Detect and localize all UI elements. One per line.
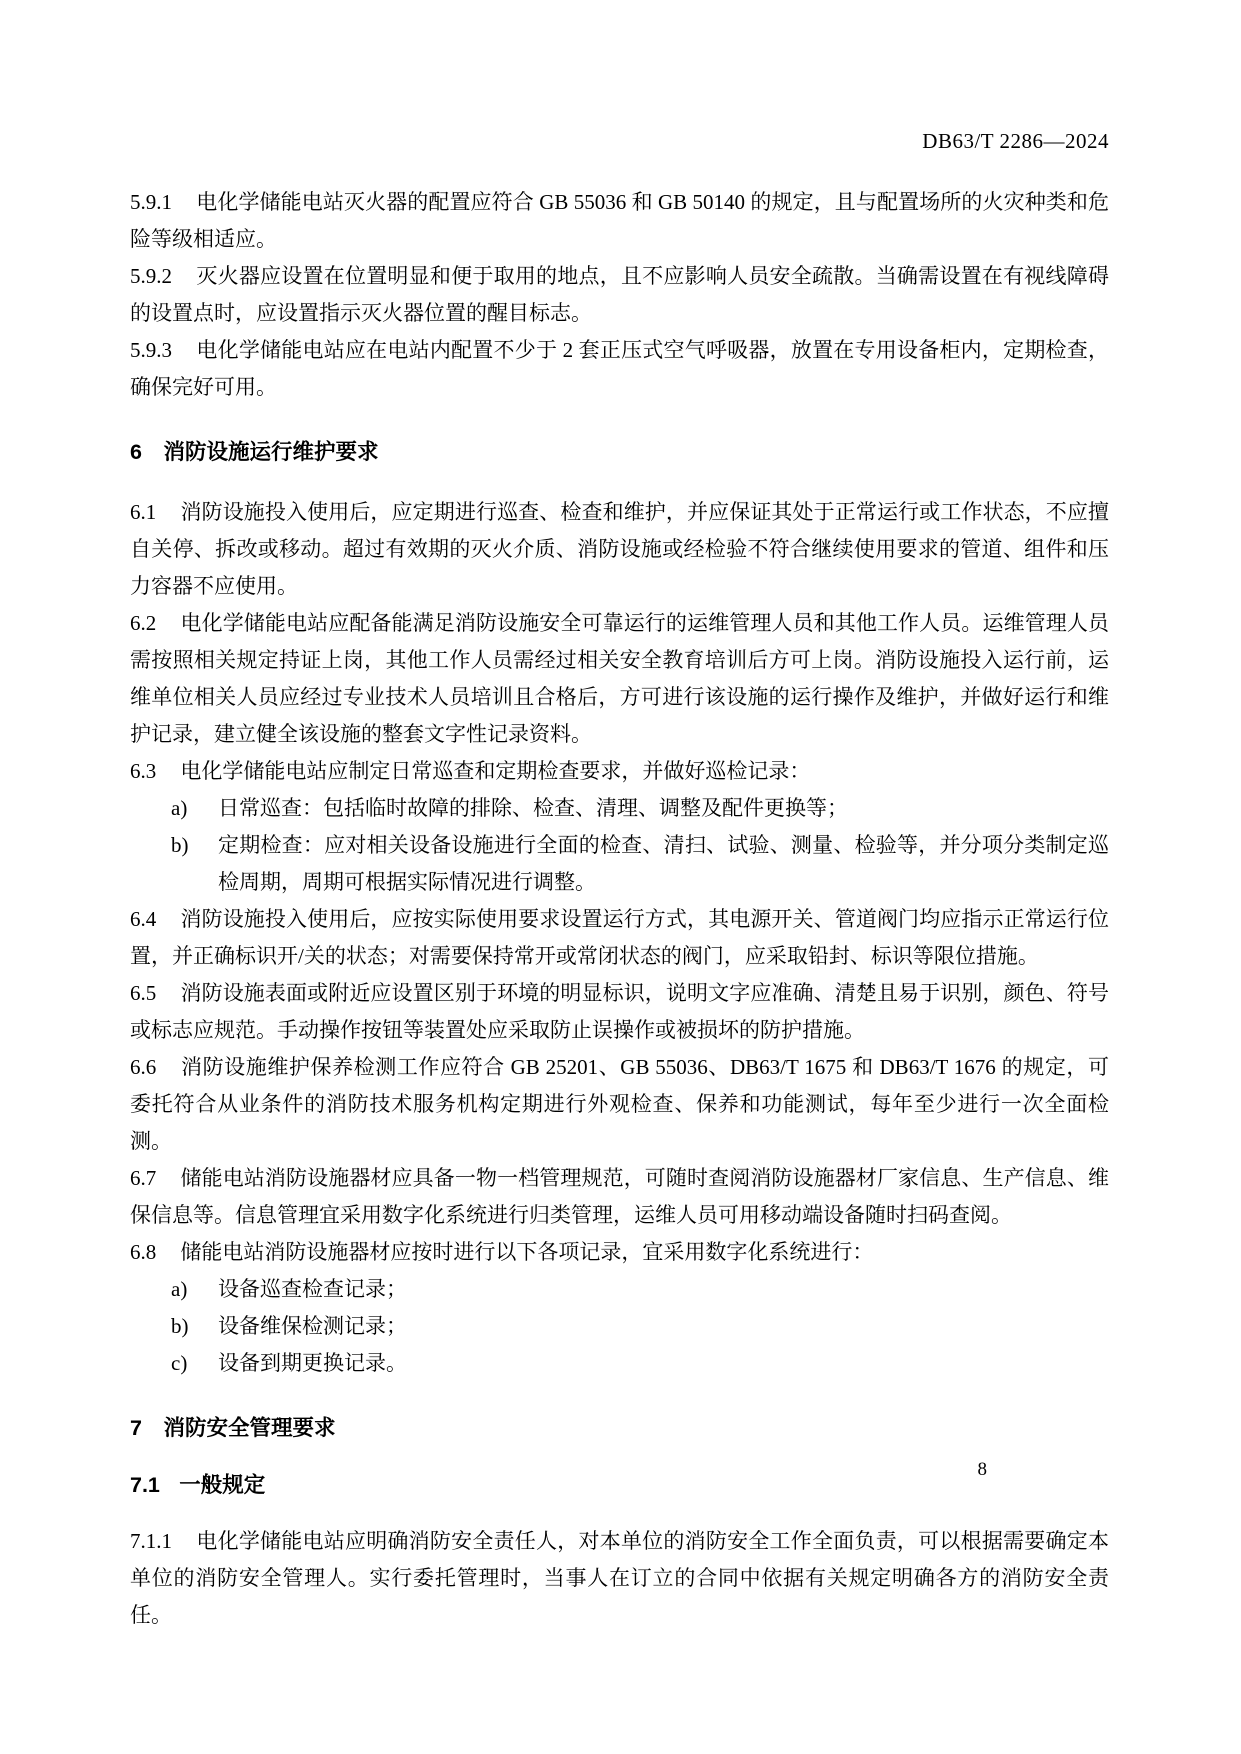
clause-number: 6.1 [130,500,157,524]
list-item-b [130,827,1109,901]
clause-6.8 [130,1234,1109,1271]
section-title: 消防安全管理要求 [163,1416,336,1440]
clause-number: 6.3 [130,759,157,783]
paragraph-text: 消防设施表面或附近应设置区别于环境的明显标识，说明文字应准确、清楚且易于识别，颜色、符号或标志应规范。手动操作按钮等装置处应采取防止误操作或被损坏的防护措施。 [130,981,1109,1042]
paragraph-text: 设备到期更换记录。 [218,1351,407,1375]
clause-number: 6.4 [130,907,157,931]
list-marker: b) [171,833,189,857]
paragraph-text: 设备维保检测记录； [218,1314,407,1338]
list-item-b [130,1308,1109,1345]
clause-6.7 [130,1160,1109,1234]
clause-6.3 [130,753,1109,790]
clause-5.9.1 [130,184,1109,258]
list-item-c [130,1345,1109,1382]
paragraph-text: 消防设施投入使用后，应定期进行巡查、检查和维护，并应保证其处于正常运行或工作状态，不应擅自关停、拆改或移动。超过有效期的灭火介质、消防设施或经检验不符合继续使用要求的管道、组件和压力容器不应使用。 [130,500,1109,598]
clause-6.1 [130,494,1109,605]
paragraph-text: 设备巡查检查记录； [218,1277,407,1301]
paragraph-text: 消防设施维护保养检测工作应符合 GB 25201、GB 55036、DB63/T 1675 和 DB63/T 1676 的规定，可委托符合从业条件的消防技术服务机构定期进行外观检查、保养和功能测试，每年至少进行一次全面检测。 [130,1055,1109,1153]
clause-5.9.3 [130,332,1109,406]
clause-number: 5.9.3 [130,338,172,362]
paragraph-text: 电化学储能电站应配备能满足消防设施安全可靠运行的运维管理人员和其他工作人员。运维管理人员需按照相关规定持证上岗，其他工作人员需经过相关安全教育培训后方可上岗。消防设施投入运行前，运维单位相关人员应经过专业技术人员培训且合格后，方可进行该设施的运行操作及维护，并做好运行和维护记录，建立健全该设施的整套文字性记录资料。 [130,611,1109,746]
list-marker: a) [171,796,188,820]
paragraph-text: 定期检查：应对相关设备设施进行全面的检查、清扫、试验、测量、检验等，并分项分类制定巡检周期，周期可根据实际情况进行调整。 [218,833,1109,894]
list-item-a [130,1271,1109,1308]
clause-number: 5.9.1 [130,190,172,214]
paragraph-text: 日常巡查：包括临时故障的排除、检查、清理、调整及配件更换等； [218,796,848,820]
paragraph-text: 消防设施投入使用后，应按实际使用要求设置运行方式，其电源开关、管道阀门均应指示正常运行位置，并正确标识开/关的状态；对需要保持常开或常闭状态的阀门，应采取铅封、标识等限位措施。 [130,907,1109,968]
list-item-a [130,790,1109,827]
doc-number: DB63/T 2286—2024 [922,129,1109,153]
clause-6.2 [130,605,1109,753]
list-marker: a) [171,1277,188,1301]
clause-6.6 [130,1049,1109,1160]
clause-6.5 [130,975,1109,1049]
section-heading-6 [130,437,1109,467]
clause-number: 5.9.2 [130,264,172,288]
paragraph-text: 储能电站消防设施器材应按时进行以下各项记录，宜采用数字化系统进行： [180,1240,874,1264]
paragraph-text: 灭火器应设置在位置明显和便于取用的地点，且不应影响人员安全疏散。当确需设置在有视线障碍的设置点时，应设置指示灭火器位置的醒目标志。 [130,264,1109,325]
list-marker: b) [171,1314,189,1338]
clause-number: 7.1.1 [130,1529,172,1553]
page-number: 8 [977,1459,987,1480]
paragraph-text: 电化学储能电站应在电站内配置不少于 2 套正压式空气呼吸器，放置在专用设备柜内，定期检查，确保完好可用。 [130,338,1109,399]
clause-number: 6.5 [130,981,157,1005]
document-body [130,184,1109,1634]
section-title: 消防设施运行维护要求 [163,440,379,464]
document-header [130,128,1109,154]
clause-6.4 [130,901,1109,975]
section-number: 7 [130,1416,142,1440]
document-footer [978,1458,988,1482]
clause-number: 6.2 [130,611,157,635]
list-marker: c) [171,1351,188,1375]
clause-number: 6.8 [130,1240,157,1264]
paragraph-text: 储能电站消防设施器材应具备一物一档管理规范，可随时查阅消防设施器材厂家信息、生产信息、维保信息等。信息管理宜采用数字化系统进行归类管理，运维人员可用移动端设备随时扫码查阅。 [130,1166,1109,1227]
paragraph-text: 电化学储能电站应明确消防安全责任人，对本单位的消防安全工作全面负责，可以根据需要确定本单位的消防安全管理人。实行委托管理时，当事人在订立的合同中依据有关规定明确各方的消防安全责任。 [130,1529,1109,1627]
section-number: 7.1 [130,1473,160,1497]
clause-number: 6.6 [130,1055,157,1079]
section-title: 一般规定 [179,1473,266,1497]
paragraph-text: 电化学储能电站灭火器的配置应符合 GB 55036 和 GB 50140 的规定，且与配置场所的火灾种类和危险等级相适应。 [130,190,1109,251]
clause-number: 6.7 [130,1166,157,1190]
section-heading-7.1 [130,1470,1109,1500]
section-number: 6 [130,440,142,464]
clause-5.9.2 [130,258,1109,332]
clause-7.1.1 [130,1523,1109,1634]
section-heading-7 [130,1413,1109,1443]
paragraph-text: 电化学储能电站应制定日常巡查和定期检查要求，并做好巡检记录： [180,759,811,783]
